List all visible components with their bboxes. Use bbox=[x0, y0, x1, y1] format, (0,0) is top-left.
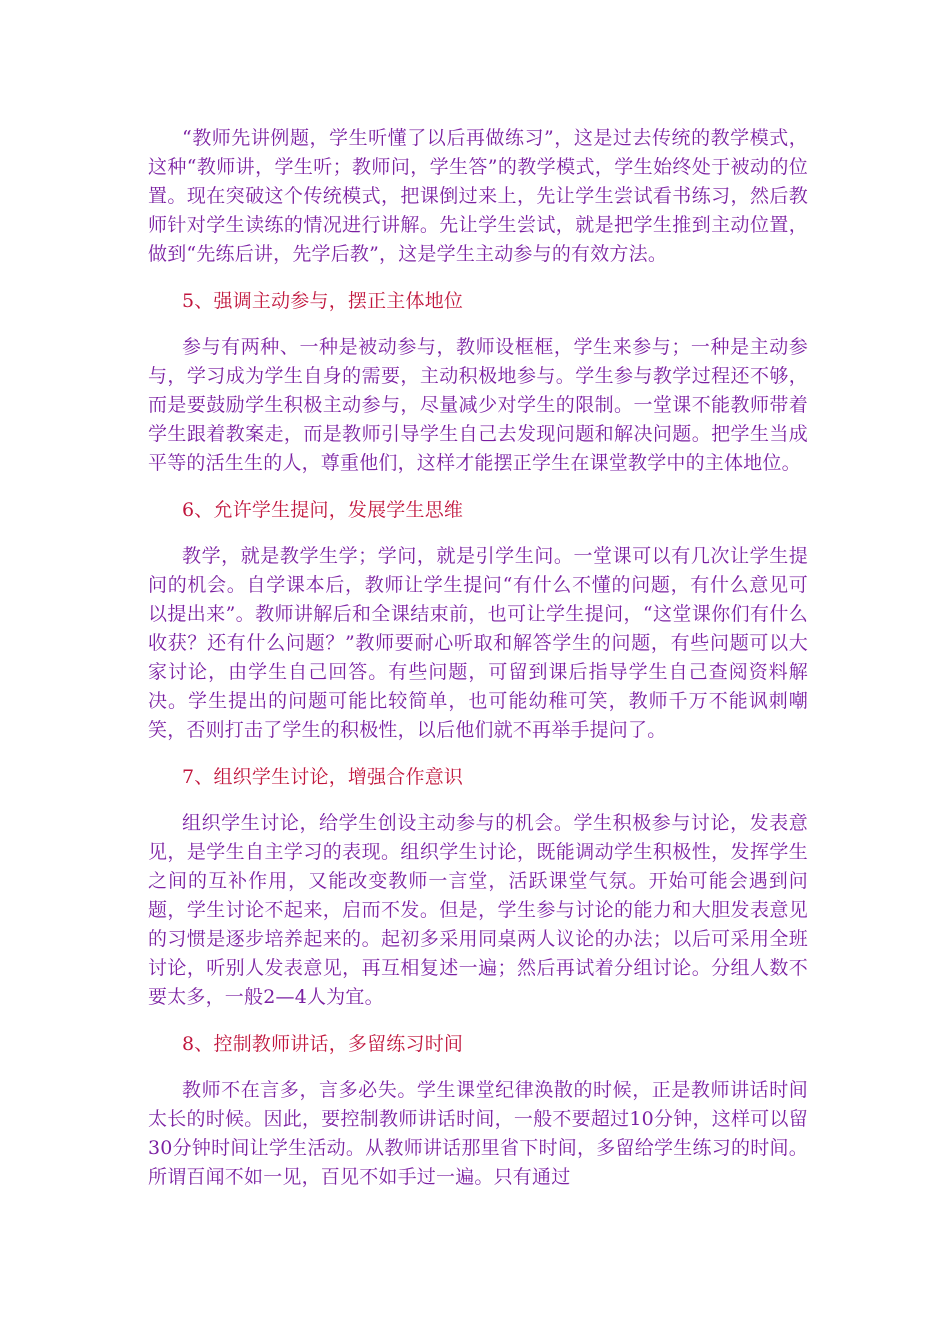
document-page bbox=[148, 124, 808, 1192]
spacer bbox=[148, 525, 808, 542]
section-heading-8: 8、控制教师讲话，多留练习时间 bbox=[182, 1033, 464, 1055]
spacer bbox=[148, 1012, 808, 1030]
paragraph-section-6: 教学，就是教学生学；学问，就是引学生问。一堂课可以有几次让学生提问的机会。自学课本后，教师让学生提问“有什么不懂的问题，有什么意见可以提出来”。教师讲解后和全课结束前，也可让学生提问，“这堂课你们有什么收获？还有什么问题？”教师要耐心听取和解答学生的问题，有些问题可以大家讨论，由学生自己回答。有些问题，可留到课后指导学生自己查阅资料解决。学生提出的问题可能比较简单，也可能幼稚可笑，教师千万不能讽刺嘲笑，否则打击了学生的积极性，以后他们就不再举手提问了。 bbox=[148, 545, 808, 741]
spacer bbox=[148, 478, 808, 496]
spacer bbox=[148, 1059, 808, 1076]
paragraph-intro: “教师先讲例题，学生听懂了以后再做练习”，这是过去传统的教学模式，这种“教师讲，学生听；教师问，学生答”的教学模式，学生始终处于被动的位置。现在突破这个传统模式，把课倒过来上，先让学生尝试看书练习，然后教师针对学生读练的情况进行讲解。先让学生尝试，就是把学生推到主动位置，做到“先练后讲，先学后教”，这是学生主动参与的有效方法。 bbox=[148, 127, 808, 265]
paragraph-section-5: 参与有两种、一种是被动参与，教师设框框，学生来参与；一种是主动参与，学习成为学生自身的需要，主动积极地参与。学生参与教学过程还不够，而是要鼓励学生积极主动参与，尽量减少对学生的限制。一堂课不能教师带着学生跟着教案走，而是教师引导学生自己去发现问题和解决问题。把学生当成平等的活生生的人，尊重他们，这样才能摆正学生在课堂教学中的主体地位。 bbox=[148, 336, 808, 474]
spacer bbox=[148, 316, 808, 333]
paragraph-section-8: 教师不在言多，言多必失。学生课堂纪律涣散的时候，正是教师讲话时间太长的时候。因此，要控制教师讲话时间，一般不要超过10分钟，这样可以留30分钟时间让学生活动。从教师讲话那里省下时间，多留给学生练习的时间。所谓百闻不如一见，百见不如手过一遍。只有通过 bbox=[148, 1079, 808, 1188]
spacer bbox=[148, 792, 808, 809]
section-heading-6: 6、允许学生提问，发展学生思维 bbox=[182, 499, 464, 521]
section-heading-5: 5、强调主动参与，摆正主体地位 bbox=[182, 290, 464, 312]
section-heading-7: 7、组织学生讨论，增强合作意识 bbox=[182, 766, 464, 788]
spacer bbox=[148, 269, 808, 287]
spacer bbox=[148, 745, 808, 763]
paragraph-section-7: 组织学生讨论，给学生创设主动参与的机会。学生积极参与讨论，发表意见，是学生自主学习的表现。组织学生讨论，既能调动学生积极性，发挥学生之间的互补作用，又能改变教师一言堂，活跃课堂气氛。开始可能会遇到问题，学生讨论不起来，启而不发。但是，学生参与讨论的能力和大胆发表意见的习惯是逐步培养起来的。起初多采用同桌两人议论的办法；以后可采用全班讨论，听别人发表意见，再互相复述一遍；然后再试着分组讨论。分组人数不要太多，一般2—4人为宜。 bbox=[148, 812, 808, 1008]
